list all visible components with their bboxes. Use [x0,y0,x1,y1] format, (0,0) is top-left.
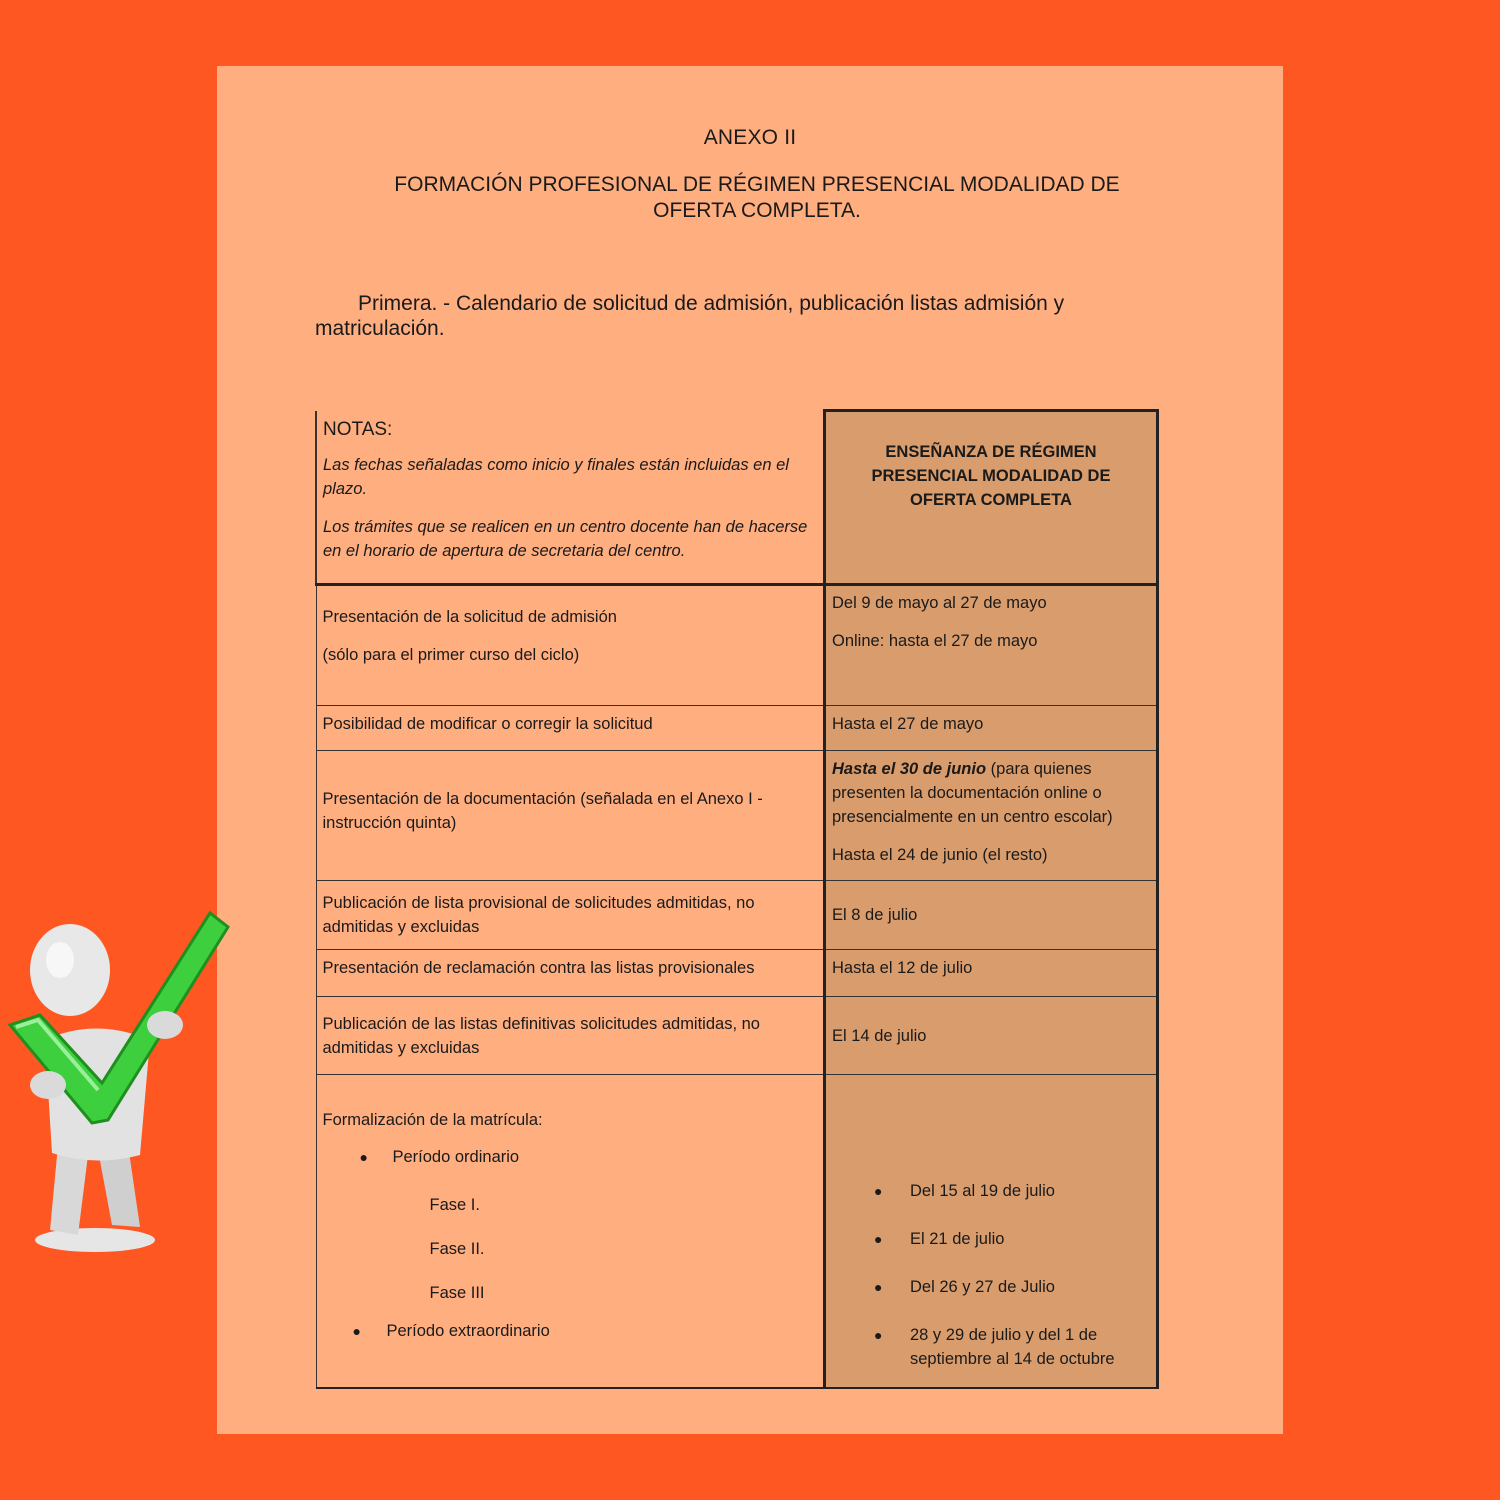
row-label: Publicación de lista provisional de solicitudes admitidas, no admitidas y excluidas [322,894,755,936]
matricula-date-4: 28 y 29 de julio y del 1 de septiembre al 14 de octubre [910,1326,1115,1368]
fase-1-label: Fase I. [429,1196,480,1214]
row-date: Del 9 de mayo al 27 de mayo [832,594,1047,612]
matricula-row [316,1075,1158,1388]
bullet-icon: ● [359,1149,368,1165]
row-label-cell [316,881,825,950]
row-label-cell [316,751,825,881]
figure-hand [30,1071,66,1099]
bullet-icon: ● [352,1323,361,1339]
matricula-date-item [832,1227,1150,1251]
bullet-icon: ● [874,1183,883,1199]
table-row [316,751,1158,881]
row-label: Presentación de la solicitud de admisión [322,607,617,626]
periodo-extraordinario-item [323,1319,818,1343]
figure-shadow [35,1228,155,1252]
row-label-cell [316,950,825,997]
matricula-dates-cell [825,1075,1158,1388]
row-label-cell [316,997,825,1075]
table-row [316,881,1158,950]
table-row [316,706,1158,751]
row-label: Posibilidad de modificar o corregir la solicitud [322,715,653,733]
row-date: El 14 de julio [832,1026,927,1045]
main-title-line1: FORMACIÓN PROFESIONAL DE RÉGIMEN PRESENCIAL MODALIDAD DE [394,173,1120,196]
main-title-line2: OFERTA COMPLETA. [653,199,861,222]
row-date-rest: Hasta el 24 de junio (el resto) [832,846,1048,864]
header-right-cell [825,411,1158,585]
fase-3-label: Fase III [429,1284,485,1302]
row-label: Presentación de la documentación (señalada en el Anexo I - instrucción quinta) [322,789,763,832]
figure-head-highlight [46,942,74,978]
row-date [832,757,1150,829]
bullet-icon: ● [874,1231,883,1247]
row-date: El 8 de julio [832,906,918,924]
row-date-cell [825,585,1158,706]
notes-label: NOTAS: [323,418,393,440]
main-title [357,172,1157,224]
matricula-label-cell [316,1075,825,1388]
row-date-cell [825,751,1158,881]
person-with-checkmark-icon [0,905,230,1265]
row-label-cell [316,585,825,706]
matricula-date-item [832,1323,1150,1371]
row-label: Publicación de las listas definitivas solicitudes admitidas, no admitidas y excluidas [322,1014,760,1057]
column-header: ENSEÑANZA DE RÉGIMEN PRESENCIAL MODALIDAD DE OFERTA COMPLETA [871,442,1111,509]
row-date-online: Online: hasta el 27 de mayo [832,632,1038,650]
calendar-table [315,409,1159,1389]
periodo-extraordinario-label: Período extraordinario [386,1322,550,1340]
periodo-ordinario-item [323,1145,818,1169]
matricula-date-item [832,1275,1150,1299]
row-date: Hasta el 12 de julio [832,959,973,977]
matricula-title: Formalización de la matrícula: [322,1111,543,1129]
note-2: Los trámites que se realicen en un centro docente han de hacerse en el horario de apertura de secretaria del centro. [323,517,808,560]
note-1: Las fechas señaladas como inicio y finales están incluidas en el plazo. [323,455,789,498]
bullet-icon: ● [874,1327,883,1343]
row-label-cell [316,706,825,751]
row-date-cell [825,950,1158,997]
row-date: Hasta el 27 de mayo [832,715,984,733]
matricula-date-item [832,1179,1150,1203]
table-row [316,997,1158,1075]
matricula-date-3: Del 26 y 27 de Julio [910,1278,1055,1296]
matricula-date-2: El 21 de julio [910,1230,1005,1248]
table-row [316,950,1158,997]
document-page [217,66,1283,1434]
row-date-deadline: Hasta el 30 de junio [832,760,987,778]
row-date-cell [825,706,1158,751]
notes-cell [316,411,825,585]
row-date-cell [825,881,1158,950]
table-row [316,585,1158,706]
matricula-date-1: Del 15 al 19 de julio [910,1182,1055,1200]
row-label-note: (sólo para el primer curso del ciclo) [322,645,580,664]
annex-title: ANEXO II [703,126,797,149]
row-date-detail: (para quienes presenten la documentación online o presencialmente en un centro escolar) [832,760,1113,826]
row-label: Presentación de reclamación contra las listas provisionales [322,959,755,977]
figure-hand [147,1011,183,1039]
section-title: Primera. - Calendario de solicitud de admisión, publicación listas admisión y matriculación. [315,292,1065,340]
row-date-cell [825,997,1158,1075]
fase-2-label: Fase II. [429,1240,485,1258]
bullet-icon: ● [874,1279,883,1295]
table-header-row [316,411,1158,585]
periodo-ordinario-label: Período ordinario [392,1148,520,1166]
